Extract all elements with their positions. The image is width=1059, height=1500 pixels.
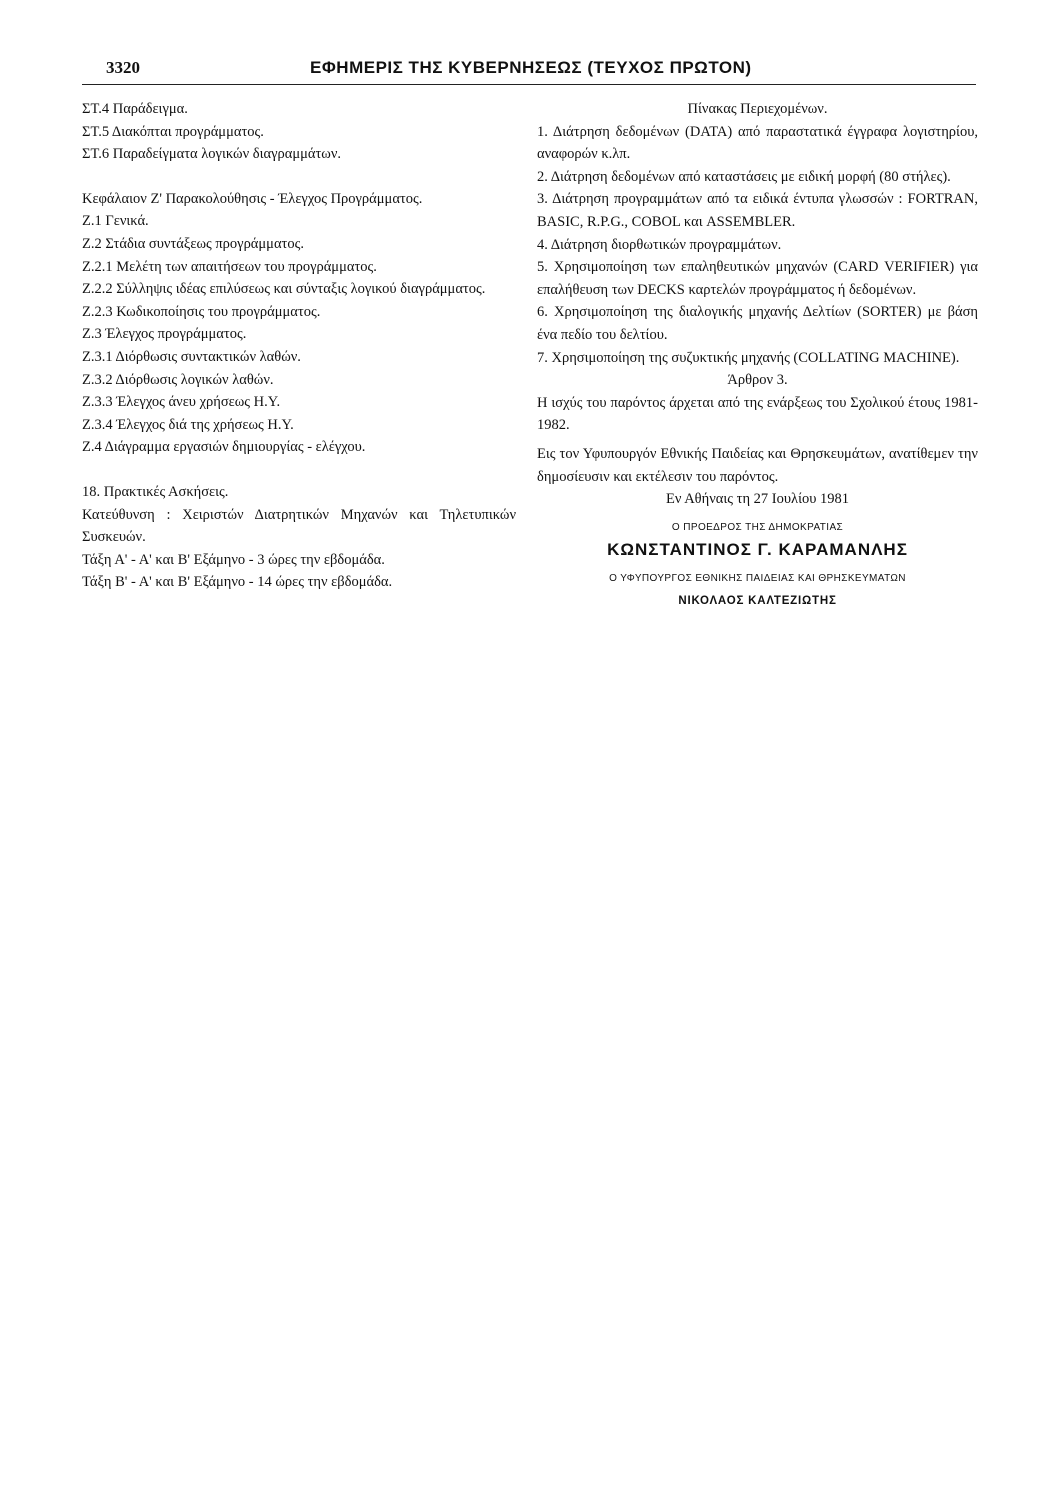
right-column — [537, 98, 978, 613]
list-item: Ζ.2.2 Σύλληψις ιδέας επιλύσεως και σύνταξις λογικού διαγράμματος. — [82, 281, 486, 298]
list-item: Ζ.3.3 Έλεγχος άνευ χρήσεως Η.Υ. — [82, 394, 281, 411]
section-heading: 18. Πρακτικές Ασκήσεις. — [82, 483, 229, 500]
list-item: Ζ.4 Διάγραμμα εργασιών δημιουργίας - ελέγχου. — [82, 439, 366, 456]
left-column — [82, 98, 516, 594]
contents-item: 7. Χρησιμοποίηση της συζυκτικής μηχανής (COLLATING MACHINE). — [537, 349, 960, 366]
list-item: Ζ.3 Έλεγχος προγράμματος. — [82, 326, 247, 343]
date-place: Εν Αθήναις τη 27 Ιουλίου 1981 — [665, 491, 850, 508]
contents-item: 5. Χρησιμοποίηση των επαληθευτικών μηχανών (CARD VERIFIER) για επαλήθευση των DECKS καρτελών προγράμματος ή δεδομένων. — [537, 259, 978, 298]
list-item: Ζ.3.1 Διόρθωσις συντακτικών λαθών. — [82, 348, 301, 365]
page-header — [82, 58, 976, 84]
chapter-title: Κεφάλαιον Ζ' Παρακολούθησις - Έλεγχος Προγράμματος. — [82, 190, 423, 207]
spacer — [82, 166, 516, 188]
list-item: Ζ.2 Στάδια συντάξεως προγράμματος. — [82, 235, 304, 252]
list-item: ΣΤ.6 Παραδείγματα λογικών διαγραμμάτων. — [82, 146, 342, 163]
list-item: ΣΤ.4 Παράδειγμα. — [82, 101, 188, 117]
contents-item: 6. Χρησιμοποίηση της διαλογικής μηχανής Δελτίων (SORTER) με βάση ένα πεδίο του δελτίου. — [537, 304, 978, 343]
minister-name: ΝΙΚΟΛΑΟΣ ΚΑΛΤΕΖΙΩΤΗΣ — [678, 595, 837, 608]
header-rule — [82, 84, 976, 85]
list-item: Ζ.3.4 Έλεγχος διά της χρήσεως Η.Υ. — [82, 416, 294, 433]
list-item: Ζ.2.1 Μελέτη των απαιτήσεων του προγράμματος. — [82, 258, 377, 275]
article-text: Η ισχύς του παρόντος άρχεται από της ενάρξεως του Σχολικού έτους 1981-1982. — [537, 394, 978, 434]
contents-item: 3. Διάτρηση προγραμμάτων από τα ειδικά έντυπα γλωσσών : FORTRAN, BASIC, R.P.G., COBOL και ASSEMBLER. — [537, 191, 978, 230]
page-number: 3320 — [106, 58, 140, 77]
article-title: Άρθρον 3. — [727, 372, 788, 389]
contents-item: 4. Διάτρηση διορθωτικών προγραμμάτων. — [537, 236, 782, 253]
list-item: Ζ.3.2 Διόρθωσις λογικών λαθών. — [82, 371, 274, 388]
contents-item: 1. Διάτρηση δεδομένων (DATA) από παραστατικά έγγραφα λογιστηρίου, αναφορών κ.λπ. — [537, 123, 978, 163]
contents-title: Πίνακας Περιεχομένων. — [687, 101, 828, 117]
class-b-hours: Τάξη Β' - Α' και Β' Εξάμηνο - 14 ώρες την εβδομάδα. — [82, 574, 393, 591]
list-item: ΣΤ.5 Διακόπται προγράμματος. — [82, 123, 264, 140]
list-item: Ζ.2.3 Κωδικοποίησις του προγράμματος. — [82, 303, 321, 320]
spacer — [82, 459, 516, 481]
president-title: Ο ΠΡΟΕΔΡΟΣ ΤΗΣ ΔΗΜΟΚΡΑΤΙΑΣ — [671, 521, 844, 533]
list-item: Ζ.1 Γενικά. — [82, 213, 149, 230]
contents-item: 2. Διάτρηση δεδομένων από καταστάσεις με ειδική μορφή (80 στήλες). — [537, 168, 951, 185]
president-name: ΚΩΝΣΤΑΝΤΙΝΟΣ Γ. ΚΑΡΑΜΑΝΛΗΣ — [607, 540, 908, 560]
class-a-hours: Τάξη Α' - Α' και Β' Εξάμηνο - 3 ώρες την εβδομάδα. — [82, 551, 385, 568]
assignment-text: Εις τον Υφυπουργόν Εθνικής Παιδείας και Θρησκευμάτων, ανατίθεμεν την δημοσίευσιν και εκτέλεσιν του παρόντος. — [537, 445, 978, 485]
direction-text: Κατεύθυνση : Χειριστών Διατρητικών Μηχανών και Τηλετυπικών Συσκευών. — [82, 506, 516, 546]
minister-title: Ο ΥΦΥΠΟΥΡΓΟΣ ΕΘΝΙΚΗΣ ΠΑΙΔΕΙΑΣ ΚΑΙ ΘΡΗΣΚΕΥΜΑΤΩΝ — [609, 572, 906, 584]
journal-title: ΕΦΗΜΕΡΙΣ ΤΗΣ ΚΥΒΕΡΝΗΣΕΩΣ (ΤΕΥΧΟΣ ΠΡΩΤΟΝ) — [310, 58, 752, 77]
